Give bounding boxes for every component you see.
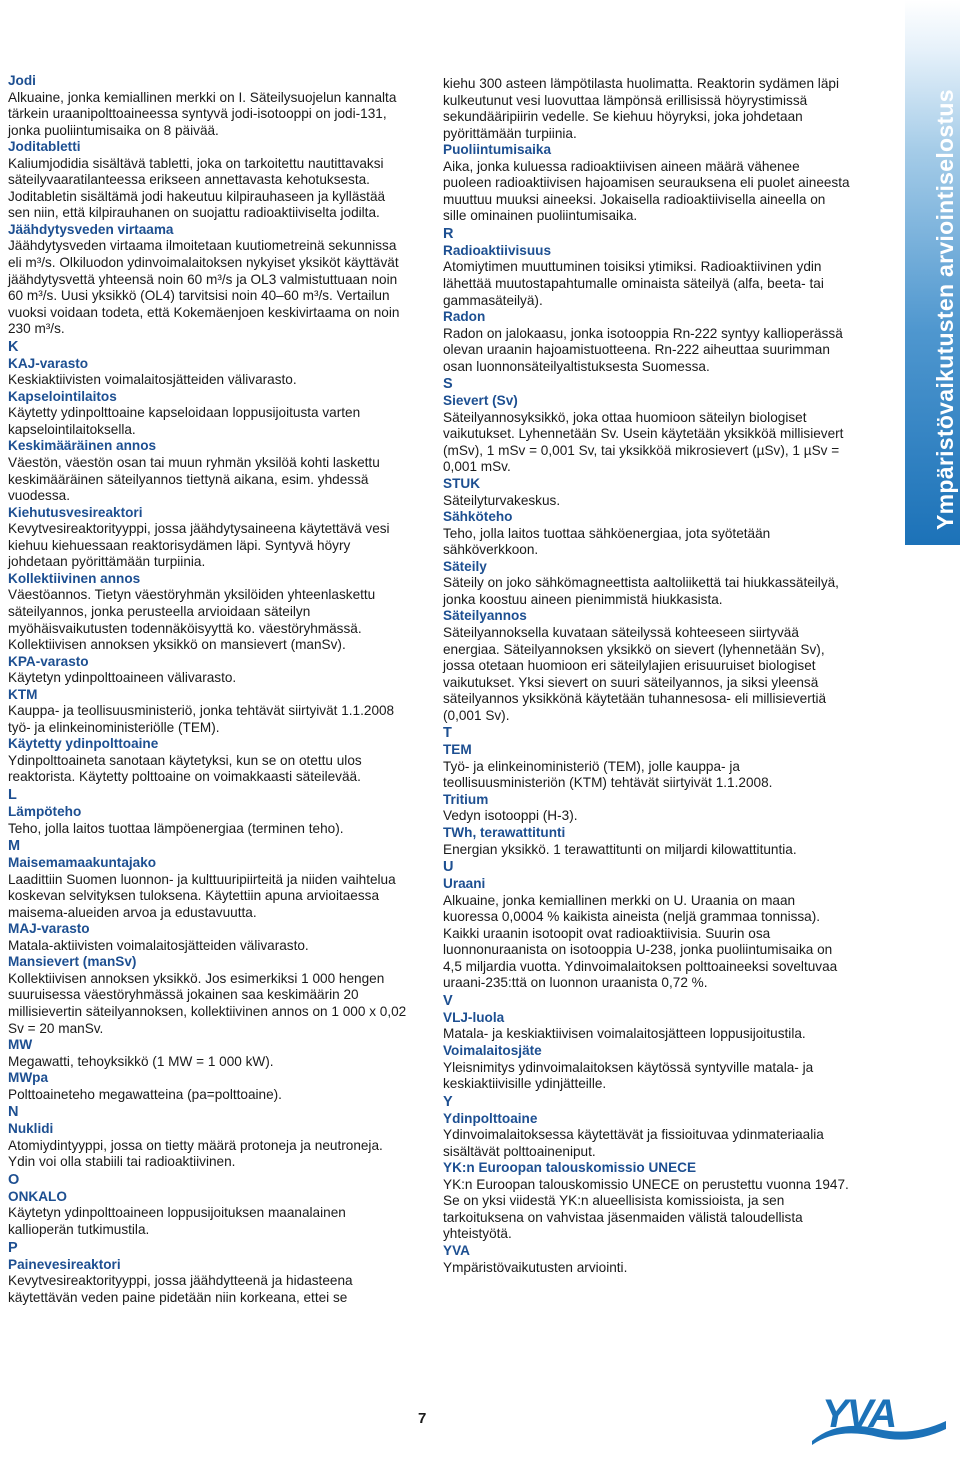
term-heading: MW [8,1037,33,1053]
term-heading: Radioaktiivisuus [443,242,552,258]
section-letter: N [8,1104,19,1121]
term-definition: Säteilyturvakeskus. [443,492,561,508]
term-heading: Sievert (Sv) [443,393,518,409]
term-heading: Sähköteho [443,509,513,525]
term-definition: Ydinvoimalaitoksessa käytettävät ja fissioituvaa ydinmateriaalia sisältävät polttoaineniput. [443,1127,824,1159]
term-definition: Käytetyn ydinpolttoaineen välivarasto. [8,670,237,686]
term-definition: Ympäristövaikutusten arviointi. [443,1259,628,1275]
section-letter: M [8,838,21,855]
term-definition: Energian yksikkö. 1 terawattitunti on miljardi kilowattituntia. [443,841,797,857]
term-heading: Ydinpolttoaine [443,1110,538,1126]
term-definition: Alkuaine, jonka kemiallinen merkki on U. Uraania on maan kuoressa 0,0004 % kaikista aineista (neljä grammaa tonnissa). Kaikki uraanin isotoopit ovat radioaktiivisia. Suurin osa luonnonuraanista on isotooppia U-238, jonka puoliintumisaika on 4,5 miljardia vuotta. Ydinvoimalaitoksen polttoaineeksi soveltuvaa uraani-235:ttä on luonnon uraanista 0,72 %. [443,892,838,991]
term-definition: Käytetty ydinpolttoaine kapseloidaan loppusijoitusta varten kapselointilaitoksella. [8,405,361,437]
term-heading: Jodi [8,73,36,88]
term-heading: KPA-varasto [8,653,89,669]
term-heading: Uraani [443,876,486,892]
term-definition: Keskiaktiivisten voimalaitosjätteiden välivarasto. [8,372,297,388]
term-heading: TWh, terawattitunti [443,824,566,840]
term-definition: Kevytvesireaktorityyppi, jossa jäähdytysaineena käytettävä vesi kiehuu kiehuessaan reaktorisydämen läpi. Syntyvä höyry johdetaan pyörittämään turpiinia. [8,521,390,570]
term-heading: Painevesireaktori [8,1256,121,1272]
term-definition: Yleisnimitys ydinvoimalaitoksen käytössä syntyville matala- ja keskiaktiivisille ydinjätteille. [443,1059,814,1092]
term-definition: Väestöannos. Tietyn väestöryhmän yksilöiden yhteenlaskettu säteilyannos, jonka perusteella arvioidaan säteilyn myöhäisvaikutusten todennäköisyyttä ko. väestöryhmässä. Kollektiivisen annoksen yksikkö on mansievert (manSv). [8,587,376,653]
term-heading: MWpa [8,1070,49,1086]
section-letter: K [8,338,19,355]
term-heading: YVA [443,1243,470,1258]
term-definition: Kollektiivisen annoksen yksikkö. Jos esimerkiksi 1 000 hengen suuruisessa väestöryhmässä jokainen saa keskimäärin 20 millisievertin säteilyannoksen, kollektiivinen annos on 1 000 x 0,02 Sv = 20 manSv. [8,970,407,1036]
term-definition: Säteilyannosyksikkö, joka ottaa huomioon säteilyn biologiset vaikutukset. Lyhennetään Sv. Usein käytetään yksikköä millisievert (mSv), 1 mSv = 0,001 Sv, tai yksikköä mikrosievert (µSv), 1 µSv = 0,001 mSv. [443,409,844,475]
term-definition: Laadittiin Suomen luonnon- ja kulttuuripiirteitä ja niiden vaihtelua koskevan selvityksen tuloksena. Käytettiin apuna arvioitaessa maisema-alueiden arvoa ja edustavuutta. [8,871,396,920]
yva-logo [808,1385,948,1445]
term-heading: ONKALO [8,1188,67,1204]
term-definition: Ydinpolttoaineta sanotaan käytetyksi, kun se on otettu ulos reaktorista. Käytetty polttoaine on voimakkaasti säteilevää. [8,752,362,785]
glossary-column-left [8,73,410,1306]
term-definition: Teho, jolla laitos tuottaa sähköenergiaa, jota syötetään sähköverkkoon. [443,525,771,558]
term-definition: Radon on jalokaasu, jonka isotooppia Rn-222 syntyy kallioperässä olevan uraanin hajoamistuotteena. Rn-222 aiheuttaa suurimman osan luonnonsäteilyaltistuksesta Suomessa. [443,325,843,374]
term-heading: Nuklidi [8,1121,54,1137]
term-heading: Radon [443,309,486,325]
term-heading: Kollektiivinen annos [8,570,141,586]
term-heading: STUK [443,476,481,492]
page-number: 7 [418,1410,427,1427]
term-heading: Kapselointilaitos [8,388,117,404]
term-definition: Alkuaine, jonka kemiallinen merkki on I. Säteilysuojelun kannalta tärkein uraanipolttoaineessa syntyvä jodi-isotooppi on jodi-131, jonka puoliintumisaika on 8 päivää. [8,89,397,138]
term-heading: Säteilyannos [443,608,527,624]
section-letter: L [8,786,17,803]
term-definition: Käytetyn ydinpolttoaineen loppusijoituksen maanalainen kallioperän tutkimustila. [8,1205,346,1237]
term-definition: Aika, jonka kuluessa radioaktiivisen aineen määrä vähenee puoleen radioaktiivisen hajoamisen seurauksena eli puolet aineesta muuttuu muuksi aineeksi. Jokaisella radioaktiivisella aineella on sille ominainen puoliintumisaika. [443,158,850,224]
term-definition: Teho, jolla laitos tuottaa lämpöenergiaa (terminen teho). [8,820,344,836]
term-definition: Työ- ja elinkeinoministeriö (TEM), jolle kauppa- ja teollisuusministeriön (KTM) tehtävät siirtyivät 1.1.2008. [443,758,773,791]
term-definition: Säteily on joko sähkömagneettista aaltoliikettä tai hiukkassäteilyä, jonka koostuu aineen pienimmistä hiukkasista. [443,575,839,607]
term-definition: YK:n Euroopan talouskomissio UNECE on perustettu vuonna 1947. Se on yksi viidestä YK:n alueellisista komissioista, ja sen tarkoituksena on vahvistaa jäsenmaiden välistä taloudellista yhteistyötä. [443,1176,849,1242]
term-heading: Säteily [443,558,487,574]
term-heading: Tritium [443,791,489,807]
section-letter: T [443,725,452,742]
glossary-column-right [443,76,851,1276]
section-letter: S [443,376,453,393]
term-definition: kiehu 300 asteen lämpötilasta huolimatta. Reaktorin sydämen läpi kulkeutunut vesi luovuttaa lämpönsä erillisissä höyrystimissä sekundääripiirin vedelle. Se kiehuu höyryksi, joka johdetaan pyörittämään turpiinia. [443,76,839,141]
term-definition: Polttoaineteho megawatteina (pa=polttoaine). [8,1086,282,1102]
term-heading: TEM [443,742,472,758]
term-heading: Joditabletti [8,139,81,155]
term-heading: Keskimääräinen annos [8,438,157,454]
section-letter: R [443,225,454,242]
term-heading: VLJ-luola [443,1009,505,1025]
term-heading: Maisemamaakuntajako [8,855,157,871]
term-definition: Vedyn isotooppi (H-3). [443,808,578,824]
section-letter: Y [443,1093,453,1110]
term-definition: Kaliumjodidia sisältävä tabletti, joka on tarkoitettu nautittavaksi säteilyvaaratilanteessa erikseen annettavasta kehotuksesta. Joditabletin sisältämä jodi hakeutuu kilpirauhaseen ja kyllästää sen niin, että kilpirauhanen on suojattu radioaktiiviselta jodilta. [8,155,386,221]
section-letter: O [8,1171,20,1188]
sidebar-title: Ympäristövaikutusten arviointiselostus [932,89,958,530]
term-definition: Matala-aktiivisten voimalaitosjätteiden välivarasto. [8,937,309,953]
term-heading: Lämpöteho [8,803,82,819]
term-heading: Voimalaitosjäte [443,1042,542,1058]
term-heading: KTM [8,686,38,702]
term-heading: YK:n Euroopan talouskomissio UNECE [443,1160,697,1176]
term-definition: Säteilyannoksella kuvataan säteilyssä kohteeseen siirtyvää energiaa. Säteilyannoksen yksikkö on sievert (lyhennetään Sv), jossa otetaan huomioon eri säteilylajien erisuuruiset biologiset vaikutukset. Yksi sievert on suuri säteilyannos, ja siksi yleensä säteilyannos yksikkönä käytetään tuhannesosa- eli millisievertiä (0,001 Sv). [443,624,827,723]
term-definition: Kevytvesireaktorityyppi, jossa jäähdytteenä ja hidasteena käytettävän veden paine pidetään niin korkeana, ettei se [8,1273,353,1305]
section-letter: P [8,1239,18,1256]
term-heading: Mansievert (manSv) [8,954,137,970]
term-heading: MAJ-varasto [8,921,90,937]
term-definition: Kauppa- ja teollisuusministeriö, jonka tehtävät siirtyivät 1.1.2008 työ- ja elinkeinoministeriölle (TEM). [8,703,395,735]
section-letter: V [443,992,453,1009]
term-definition: Atomiytimen muuttuminen toisiksi ytimiksi. Radioaktiivinen ydin lähettää muutostapahtumalle ominaista säteilyä (alfa, beeta- tai gammasäteilyä). [443,259,824,308]
term-heading: Kiehutusvesireaktori [8,504,143,520]
term-definition: Matala- ja keskiaktiivisen voimalaitosjätteen loppusijoitustila. [443,1026,806,1042]
term-heading: Jäähdytysveden virtaama [8,221,174,237]
term-definition: Megawatti, tehoyksikkö (1 MW = 1 000 kW). [8,1053,274,1069]
section-letter: U [443,859,454,876]
term-heading: Puoliintumisaika [443,142,552,158]
term-heading: KAJ-varasto [8,355,89,371]
term-definition: Jäähdytysveden virtaama ilmoitetaan kuutiometreinä sekunnissa eli m³/s. Olkiluodon ydinvoimalaitoksen nykyiset yksiköt käyttävät jäähdytysvettä yhteensä noin 60 m³/s ja OL3 valmistuttuaan noin 60 m³/s. Uusi yksikkö (OL4) tarvitsisi noin 40–60 m³/s. Vertailun vuoksi voidaan todeta, että Kokemäenjoen keskivirtaama on noin 230 m³/s. [8,238,400,337]
term-definition: Väestön, väestön osan tai muun ryhmän yksilöä kohti laskettu keskimääräinen säteilyannos tiettynä aikana, esim. yhdessä vuodessa. [8,455,380,504]
term-definition: Atomiydintyyppi, jossa on tietty määrä protoneja ja neutroneja. Ydin voi olla stabiili tai radioaktiivinen. [8,1137,383,1170]
logo-text: YVA [822,1392,896,1436]
term-heading: Käytetty ydinpolttoaine [8,736,159,752]
